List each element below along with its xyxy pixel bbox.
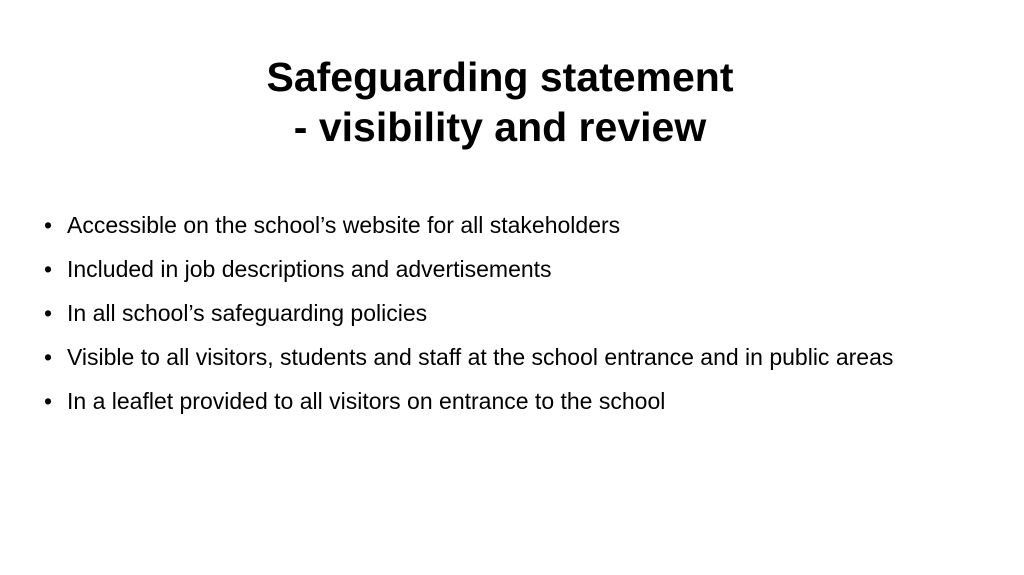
bullet-text: Visible to all visitors, students and staff at the school entrance and in public areas — [67, 344, 894, 370]
bullet-text: Included in job descriptions and advertisements — [67, 256, 552, 282]
title-line-1: Safeguarding statement — [266, 54, 734, 100]
bullet-dot-icon: • — [44, 300, 53, 326]
title-line-2: - visibility and review — [293, 104, 707, 150]
bullet-item — [42, 341, 942, 374]
bullet-dot-icon: • — [44, 344, 53, 370]
bullet-item — [42, 209, 942, 242]
bullet-item — [42, 253, 942, 286]
bullet-text: Accessible on the school’s website for all stakeholders — [67, 212, 621, 238]
bullet-text: In a leaflet provided to all visitors on entrance to the school — [67, 388, 666, 414]
bullet-item — [42, 385, 942, 418]
bullet-dot-icon: • — [44, 212, 53, 238]
bullet-text: In all school’s safeguarding policies — [67, 300, 428, 326]
slide-title — [0, 52, 1000, 152]
bullet-dot-icon: • — [44, 388, 53, 414]
bullet-list — [42, 209, 942, 429]
bullet-dot-icon: • — [44, 256, 53, 282]
bullet-item — [42, 297, 942, 330]
